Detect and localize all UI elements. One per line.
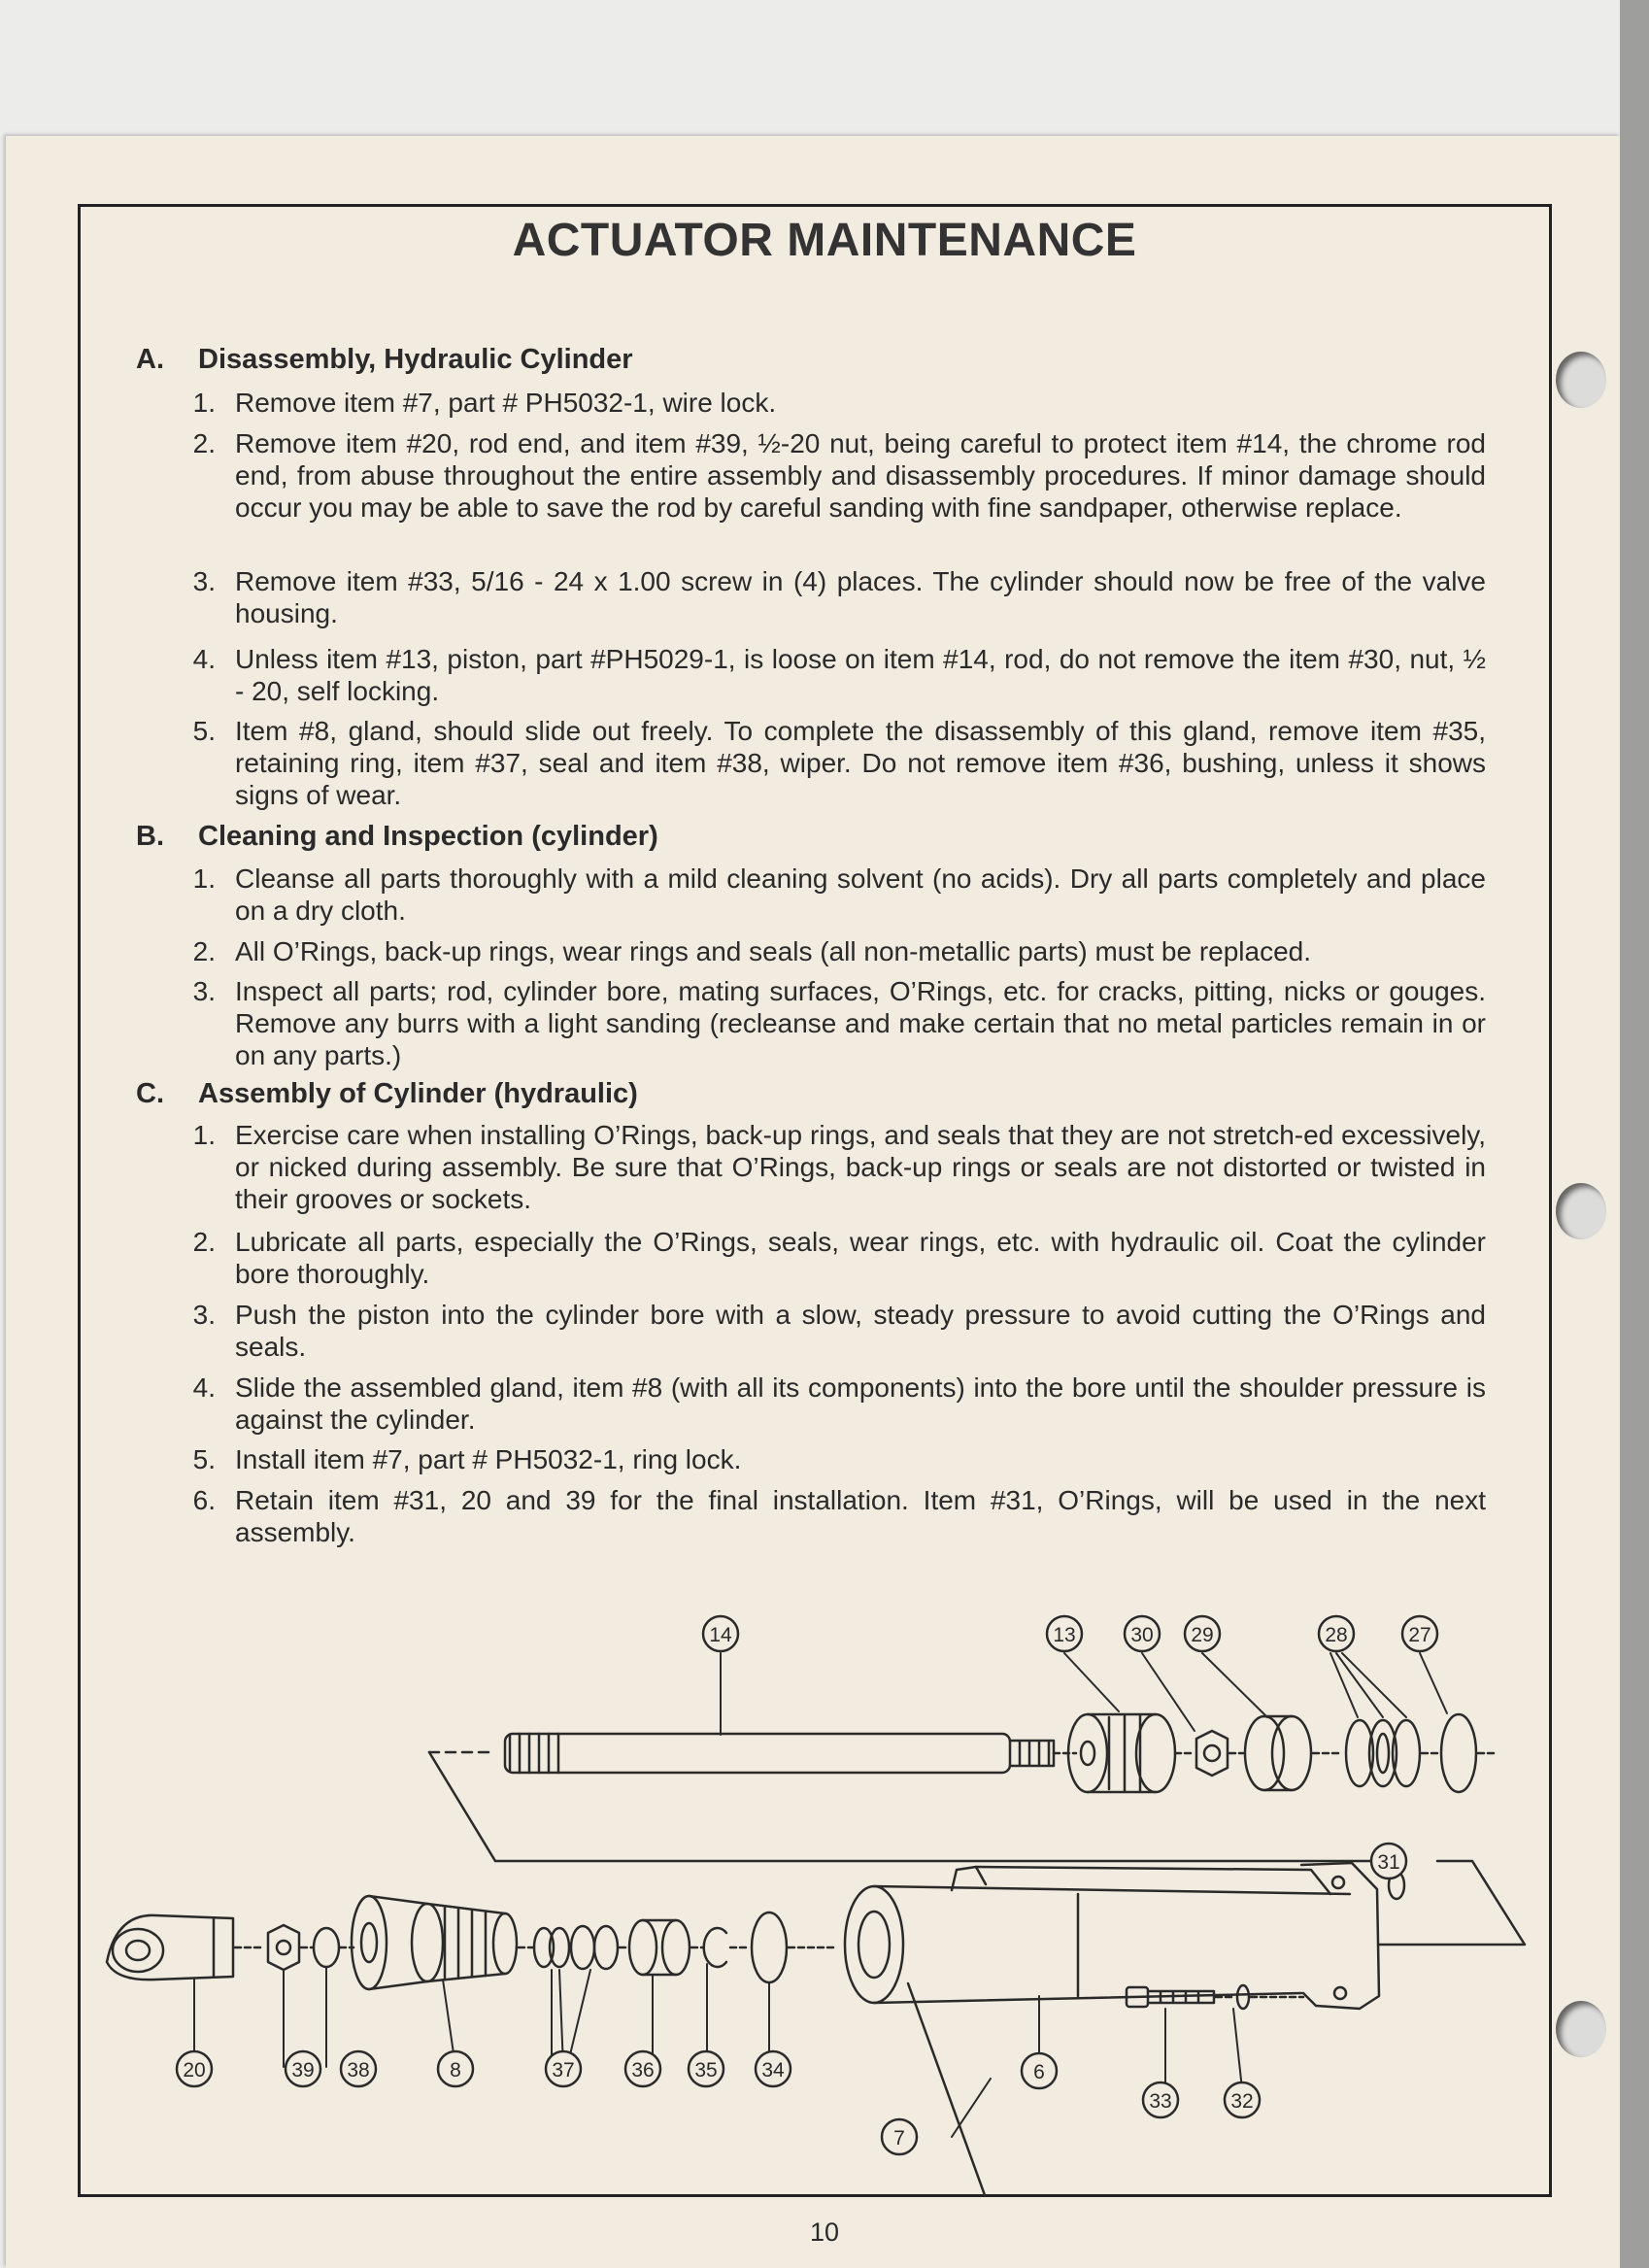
item-number: 3. — [192, 976, 216, 1006]
svg-text:34: 34 — [761, 2059, 785, 2082]
nut-part — [1196, 1731, 1228, 1776]
item-text: Slide the assembled gland, item #8 (with all its components) into the bore until the shoulder pressure is against the cylinder. — [235, 1372, 1486, 1435]
piston-part — [1068, 1714, 1175, 1792]
section-a-heading — [136, 344, 1496, 376]
svg-text:36: 36 — [631, 2059, 655, 2082]
scan-background — [0, 0, 1649, 136]
callout-29 — [1185, 1616, 1220, 1651]
svg-text:7: 7 — [893, 2127, 905, 2150]
punch-hole — [1556, 352, 1606, 408]
callout-35 — [689, 2051, 724, 2086]
callout-30 — [1125, 1616, 1160, 1651]
punch-hole — [1556, 1183, 1606, 1239]
item-number: 5. — [192, 1444, 216, 1474]
item-number: 3. — [192, 1300, 216, 1330]
retaining-ring-part — [704, 1928, 726, 1967]
section-title: Cleaning and Inspection (cylinder) — [198, 821, 658, 852]
section-c-heading — [136, 1078, 1496, 1110]
item-number: 2. — [192, 428, 216, 458]
jam-nut-part — [268, 1925, 299, 1970]
callout-32 — [1225, 2082, 1260, 2117]
svg-text:30: 30 — [1130, 1624, 1154, 1646]
callout-39 — [286, 2051, 320, 2086]
page-title: ACTUATOR MAINTENANCE — [512, 215, 1137, 266]
callout-36 — [625, 2051, 660, 2086]
item-number: 2. — [192, 1227, 216, 1257]
item-text: Remove item #7, part # PH5032-1, wire lock. — [235, 388, 777, 418]
svg-text:37: 37 — [552, 2059, 575, 2082]
item-number: 6. — [192, 1485, 216, 1515]
wire-lock-part — [908, 1983, 985, 2195]
gland-o-ring-part — [752, 1913, 787, 1982]
svg-text:28: 28 — [1325, 1624, 1348, 1646]
item-text: Inspect all parts; rod, cylinder bore, mating surfaces, O’Rings, etc. for cracks, pitting, nicks or gouges. Remove any burrs with a light sanding (recleanse and make certain that no metal particles remain in or on any parts.) — [235, 976, 1486, 1070]
callout-34 — [756, 2051, 791, 2086]
o-ring-part — [1441, 1714, 1476, 1792]
section-title: Disassembly, Hydraulic Cylinder — [198, 344, 633, 375]
section-title: Assembly of Cylinder (hydraulic) — [198, 1078, 638, 1109]
svg-text:6: 6 — [1033, 2061, 1045, 2083]
scan-edge — [1620, 0, 1649, 2268]
svg-text:20: 20 — [183, 2059, 206, 2082]
callout-7 — [882, 2119, 917, 2154]
svg-text:8: 8 — [450, 2059, 461, 2082]
item-text: Exercise care when installing O’Rings, back-up rings, and seals that they are not stretch-ed excessively, or nicked during assembly. Be sure that O’Rings, back-up rings or seals are not distorted or twisted in their grooves or sockets. — [235, 1120, 1486, 1214]
item-number: 1. — [192, 388, 216, 418]
callout-31 — [1371, 1844, 1406, 1879]
item-text: Push the piston into the cylinder bore with a slow, steady pressure to avoid cutting the O’Rings and seals. — [235, 1300, 1486, 1362]
svg-text:33: 33 — [1149, 2090, 1172, 2113]
item-number: 2. — [192, 936, 216, 966]
callout-6 — [1022, 2053, 1057, 2088]
callout-8 — [438, 2051, 473, 2086]
svg-text:14: 14 — [709, 1624, 732, 1646]
page-number: 10 — [809, 2217, 840, 2247]
wear-ring-part — [1245, 1716, 1311, 1790]
item-text: Lubricate all parts, especially the O’Rings, seals, wear rings, etc. with hydraulic oil. Coat the cylinder bore thoroughly. — [235, 1227, 1486, 1289]
callout-28 — [1319, 1616, 1354, 1651]
item-number: 4. — [192, 1372, 216, 1403]
callout-38 — [341, 2051, 376, 2086]
item-number: 3. — [192, 566, 216, 596]
item-text: Item #8, gland, should slide out freely. To complete the disassembly of this gland, remove item #35, retaining ring, item #37, seal and item #38, wiper. Do not remove item #36, bushing, unless it shows signs of wear. — [235, 716, 1486, 810]
section-letter: A. — [136, 344, 164, 375]
item-text: All O’Rings, back-up rings, wear rings and seals (all non-metallic parts) must be replaced. — [235, 936, 1312, 966]
exploded-cylinder-diagram — [78, 1612, 1554, 2195]
assembly-guide-line — [429, 1752, 1525, 1945]
item-text: Unless item #13, piston, part #PH5029-1, is loose on item #14, rod, do not remove the item #30, nut, ½ - 20, self locking. — [235, 644, 1486, 706]
item-text: Remove item #33, 5/16 - 24 x 1.00 screw in (4) places. The cylinder should now be free of the valve housing. — [235, 566, 1486, 628]
item-number: 4. — [192, 644, 216, 674]
svg-text:39: 39 — [291, 2059, 315, 2082]
bushing-part — [629, 1920, 690, 1975]
item-text: Retain item #31, 20 and 39 for the final installation. Item #31, O’Rings, will be used in the next assembly. — [235, 1485, 1486, 1547]
callout-leader-lines — [194, 1653, 1447, 2137]
svg-text:29: 29 — [1191, 1624, 1214, 1646]
callout-13 — [1047, 1616, 1082, 1651]
svg-text:35: 35 — [694, 2059, 718, 2082]
callout-20 — [177, 2051, 212, 2086]
washer-part — [1237, 1985, 1249, 2009]
item-text: Remove item #20, rod end, and item #39, ½-20 nut, being careful to protect item #14, the chrome rod end, from abuse throughout the entire assembly and disassembly procedures. If minor damage should occur you may be able to save the rod by careful sanding with fine sandpaper, otherwise replace. — [235, 428, 1486, 523]
callout-14 — [703, 1616, 738, 1651]
item-text: Cleanse all parts thoroughly with a mild cleaning solvent (no acids). Dry all parts completely and place on a dry cloth. — [235, 863, 1486, 926]
gland-seal-part — [534, 1926, 618, 1969]
cylinder-part — [845, 1863, 1379, 2009]
punch-hole — [1556, 2001, 1606, 2057]
wiper-part — [314, 1928, 339, 1967]
svg-text:27: 27 — [1408, 1624, 1431, 1646]
svg-text:32: 32 — [1230, 2090, 1254, 2113]
svg-text:38: 38 — [347, 2059, 370, 2082]
item-number: 5. — [192, 716, 216, 746]
callout-37 — [546, 2051, 581, 2086]
seal-rings-part — [1346, 1720, 1420, 1786]
rod-part — [505, 1734, 1076, 1773]
svg-text:31: 31 — [1377, 1851, 1400, 1874]
item-text: Install item #7, part # PH5032-1, ring lock. — [235, 1444, 742, 1474]
section-letter: C. — [136, 1078, 164, 1109]
section-letter: B. — [136, 821, 164, 852]
section-b-heading — [136, 821, 1496, 853]
item-number: 1. — [192, 863, 216, 894]
gland-part — [352, 1896, 517, 1989]
rod-end-part — [107, 1915, 233, 1980]
callout-33 — [1143, 2082, 1178, 2117]
callout-27 — [1402, 1616, 1437, 1651]
svg-text:13: 13 — [1053, 1624, 1076, 1646]
item-number: 1. — [192, 1120, 216, 1150]
